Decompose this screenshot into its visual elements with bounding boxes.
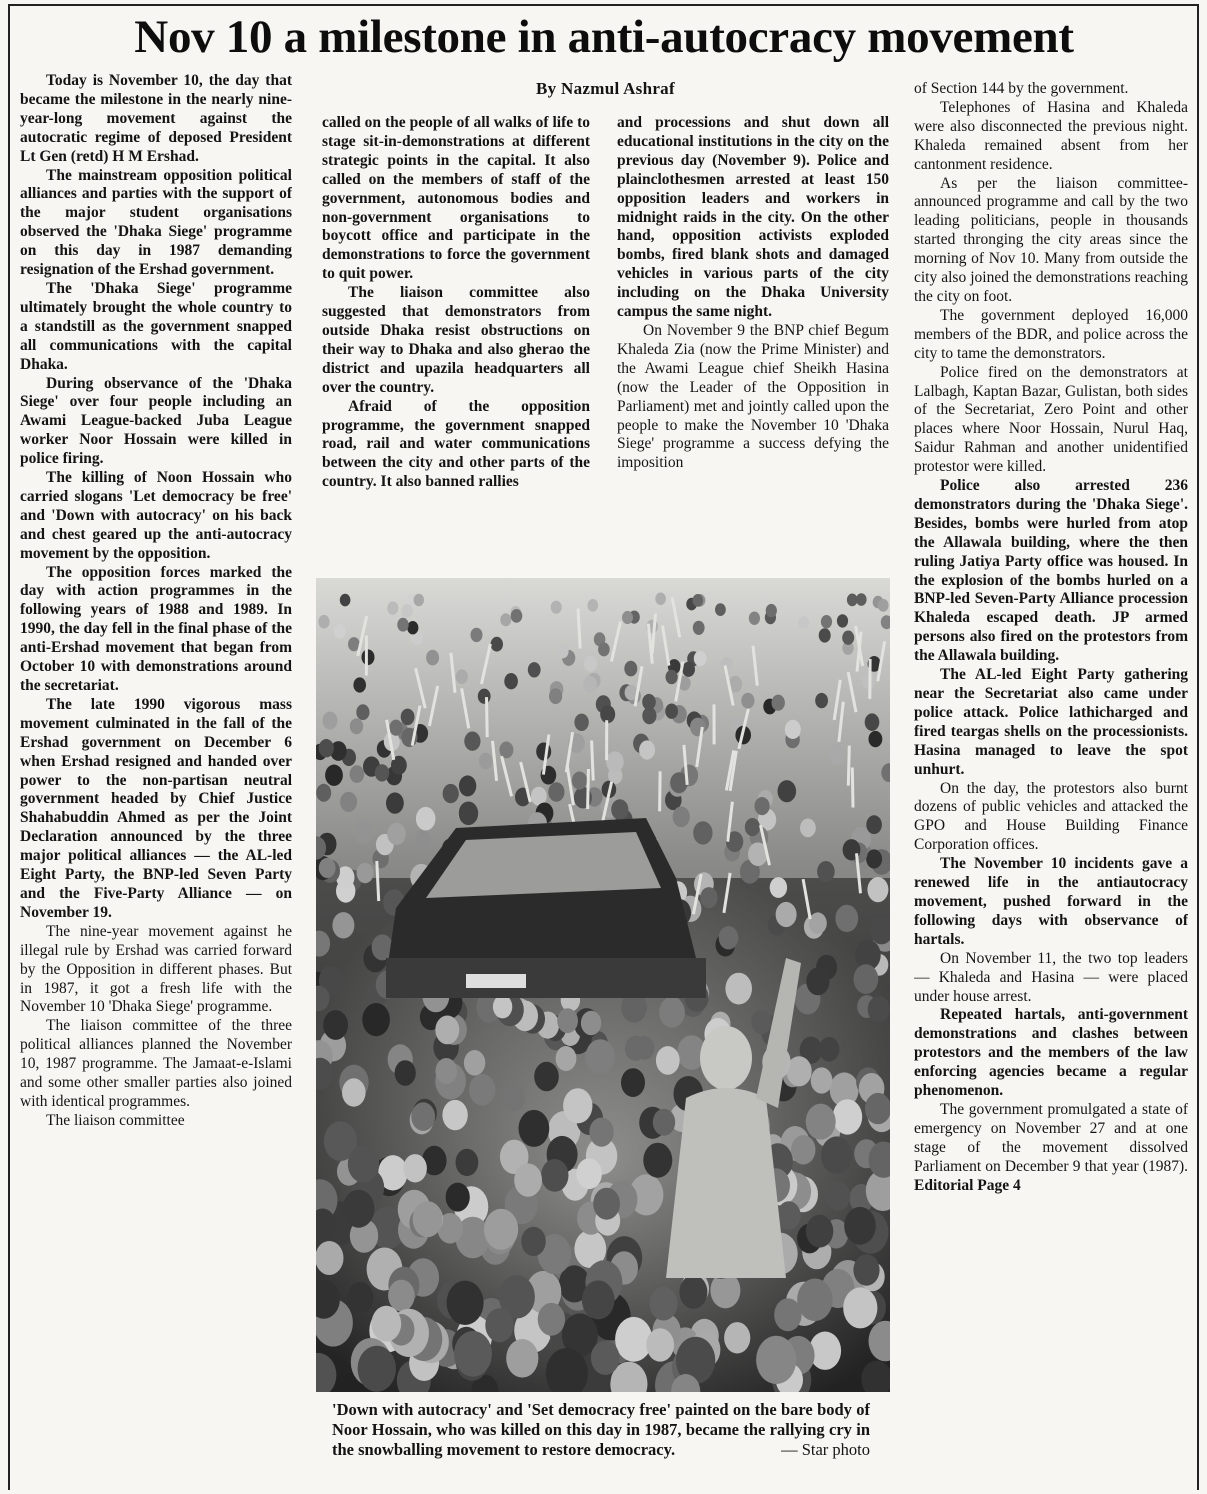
raised-arm <box>852 768 853 808</box>
crowd-figure <box>340 594 351 607</box>
crowd-figure <box>572 772 587 790</box>
crowd-figure <box>809 912 827 934</box>
crowd-figure <box>693 594 704 607</box>
crowd-figure <box>777 1201 801 1229</box>
article-column-3 <box>617 114 889 570</box>
crowd-figure <box>866 815 882 834</box>
crowd-figure <box>500 613 511 626</box>
crowd-figure <box>694 651 707 666</box>
crowd-figure <box>484 1209 518 1250</box>
crowd-figure <box>656 1046 680 1075</box>
paragraph: The AL-led Eight Party gathering near the Secretariat also came under police attack. Police lathicharged and fired teargas shells on the processionists. Hasina managed to leave the spot unhurt. <box>914 666 1188 778</box>
crowd-figure <box>690 718 706 737</box>
crowd-figure <box>586 1039 615 1074</box>
paragraph: The government deployed 16,000 members of the BDR, and police across the city to tame the demonstrators. <box>914 306 1188 362</box>
crowd-figure <box>456 1149 479 1176</box>
crowd-figure <box>682 662 695 677</box>
crowd-figure <box>843 1287 877 1328</box>
paragraph: The liaison committee <box>46 1111 185 1129</box>
paragraph <box>914 1101 1188 1196</box>
paragraph: Repeated hartals, anti-government demonstrations and clashes between protestors and the members of the law enforcing agencies became a regular phenomenon. <box>914 1006 1188 1100</box>
crowd-figure <box>318 615 329 629</box>
crowd-figure <box>464 1050 485 1076</box>
crowd-figure <box>847 594 858 607</box>
crowd-figure <box>514 1163 542 1196</box>
crowd-figure <box>755 797 770 815</box>
raised-arm <box>487 697 488 737</box>
crowd-figure <box>362 649 375 665</box>
crowd-figure <box>655 593 666 606</box>
paragraph: On November 11, the two top leaders — Khaleda and Hasina — were placed under house arrest. <box>914 949 1188 1005</box>
paragraph: Afraid of the opposition programme, the government snapped road, rail and water communications between the city and other parts of the country. It also banned rallies <box>322 397 590 491</box>
crowd-figure <box>774 1298 801 1331</box>
raised-arm <box>848 746 849 786</box>
crowd-figure <box>800 819 816 838</box>
crowd-figure <box>798 616 809 629</box>
crowd-figure <box>666 670 678 685</box>
crowd-figure <box>583 676 597 693</box>
crowd-figure <box>493 995 512 1018</box>
crowd-figure <box>659 997 685 1028</box>
crowd-figure <box>443 784 459 803</box>
crowd-figure <box>362 1003 390 1036</box>
crowd-figure <box>354 820 373 843</box>
left-rule <box>8 4 10 1490</box>
crowd-figure <box>821 615 832 628</box>
paragraph: of Section 144 by the government. <box>914 80 1129 97</box>
raised-arm <box>377 861 379 901</box>
paragraph: The opposition forces marked the day with action programmes in the following years of 1988 and 1989. In 1990, the day fell in the final phase of the anti-Ershad movement that began from October 10 with demonstrations around the secretariat. <box>20 563 292 694</box>
crowd-figure <box>511 609 523 623</box>
paragraph: The late 1990 vigorous mass movement culminated in the fall of the Ershad government on December 6 when Ershad resigned and handed over power to the non-partisan neutral government headed by Chief Justice Shahabuddin Ahmed as per the Joint Declaration announced by the three major political alliances — the AL-led Eight Party, the BNP-led Seven Party and the Five-Party Alliance — on November 19. <box>20 695 292 921</box>
crowd-figure <box>621 1068 645 1097</box>
crowd-photo-illustration <box>316 578 890 1392</box>
headline: Nov 10 a milestone in anti-autocracy movement <box>134 11 1074 63</box>
crowd-figure <box>867 877 888 902</box>
crowd-figure <box>806 968 829 996</box>
crowd-figure <box>653 1109 675 1136</box>
crowd-figure <box>386 792 404 813</box>
crowd-figure <box>319 858 336 878</box>
page-jump: Editorial Page 4 <box>914 1176 1021 1194</box>
crowd-figure <box>615 1317 652 1362</box>
caption-text: 'Down with autocracy' and 'Set democracy free' painted on the bare body of Noor Hossain, who was killed on this day in 1987, became the rallying cry in the snowballing movement to restore democracy. <box>332 1400 870 1459</box>
crowd-figure <box>446 1183 470 1212</box>
crowd-figure <box>389 720 402 736</box>
crowd-figure <box>766 604 777 617</box>
crowd-figure <box>693 821 712 844</box>
crowd-figure <box>471 628 483 642</box>
crowd-figure <box>447 1281 484 1325</box>
crowd-figure <box>521 1227 546 1256</box>
crowd-figure <box>593 1188 620 1220</box>
crowd-figure <box>348 1145 379 1183</box>
crowd-figure <box>319 739 334 757</box>
crowd-figure <box>598 642 610 656</box>
crowd-figure <box>503 1086 525 1112</box>
crowd-figure <box>665 704 678 719</box>
crowd-figure <box>833 1099 863 1134</box>
crowd-figure <box>642 694 656 710</box>
crowd-figure <box>340 792 357 812</box>
byline: By Nazmul Ashraf <box>536 79 675 98</box>
crowd-figure <box>506 1339 538 1378</box>
crowd-figure <box>868 996 890 1023</box>
crowd-figure <box>413 1201 443 1237</box>
crowd-figure <box>464 732 480 751</box>
crowd-figure <box>745 818 760 836</box>
crowd-figure <box>499 742 513 759</box>
crowd-figure <box>837 614 848 627</box>
crowd-figure <box>491 637 503 652</box>
crowd-figure <box>624 661 637 677</box>
crowd-figure <box>454 1331 492 1377</box>
paragraph: and processions and shut down all educational institutions in the city on the previous day (November 9). Police and plainclothesmen arrested at least 150 opposition leaders and workers in midnight raids in the city. On the other hand, opposition activists exploded bombs, fired blank shots and damaged vehicles in various parts of the city including on the Dhaka University campus the same night. <box>617 114 889 321</box>
paragraph: The nine-year movement against he illegal rule by Ershad was carried forward by the Opposition in different phases. But in 1987, it got a fresh life with the November 10 'Dhaka Siege' programme. <box>20 922 292 1016</box>
photo-credit: — Star photo <box>781 1440 870 1459</box>
crowd-figure <box>436 1058 458 1084</box>
crowd-figure <box>538 1303 565 1336</box>
crowd-figure <box>817 861 835 882</box>
crowd-figure <box>791 1135 815 1164</box>
crowd-figure <box>854 964 879 994</box>
paragraph: Police fired on the demonstrators at Lalbagh, Kaptan Bazar, Gulistan, both sides of the Secretariat, Zero Point and other places where Noor Hossain, Nurul Haq, Saidur Rahman and another unidentified protestor were killed. <box>914 363 1188 476</box>
paragraph: called on the people of all walks of life to stage sit-in-demonstrations at different strategic points in the capital. It also called on the members of staff of the government, autonomous bodies and non-government organisations to boycott office and participate in the demonstrations to force the government to quit power. <box>322 114 590 283</box>
crowd-figure <box>806 1215 833 1248</box>
crowd-figure <box>357 863 374 883</box>
crowd-figure <box>541 1159 568 1192</box>
raised-arm <box>588 769 589 809</box>
paragraph: The November 10 incidents gave a renewed life in the antiautocracy movement, pushed forward in the following days with observance of hartals. <box>914 855 1188 948</box>
crowd-figure <box>869 731 883 747</box>
crowd-figure <box>778 780 797 802</box>
paragraph: Telephones of Hasina and Khaleda were also disconnected the previous night. Khaleda remained absent from her cantonment residence. <box>914 98 1188 173</box>
crowd-figure <box>563 1088 592 1123</box>
paragraph: As per the liaison committee-announced programme and call by the two leading politicians, people in thousands started thronging the city areas since the morning of Nov 10. Many from outside the city also joined the demonstrations reaching the city on foot. <box>914 174 1188 305</box>
crowd-figure <box>821 1136 852 1173</box>
crowd-figure <box>584 656 597 672</box>
paragraph-text: The government promulgated a state of emergency on November 27 and at one stage of the movement dissolved Parliament on December 9 that year (1987). <box>914 1100 1188 1175</box>
crowd-figure <box>411 1102 435 1131</box>
crowd-figure <box>528 662 541 677</box>
crowd-figure <box>395 1060 416 1086</box>
crowd-figure <box>853 1254 879 1285</box>
crowd-figure <box>751 1010 771 1034</box>
crowd-figure <box>865 1093 890 1124</box>
crowd-figure <box>350 718 363 734</box>
crowd-figure <box>649 1287 677 1321</box>
crowd-figure <box>715 603 726 616</box>
crowd-figure <box>403 1154 427 1182</box>
crowd-figure <box>334 624 346 639</box>
article-column-4 <box>914 80 1188 1488</box>
paragraph: On November 9 the BNP chief Begum Khaleda Zia (now the Prime Minister) and the Awami League chief Sheikh Hasina (now the Leader of the Opposition in Parliament) met and jointly called upon the people to make the November 10 'Dhaka Siege' programme a success defying the imposition <box>617 321 889 472</box>
crowd-figure <box>557 644 569 658</box>
crowd-figure <box>866 849 882 868</box>
crowd-figure <box>534 1062 559 1091</box>
crowd-figure <box>679 1275 707 1309</box>
crowd-figure <box>842 631 854 645</box>
crowd-figure <box>353 677 366 692</box>
paragraph: Today is November 10, the day that became the milestone in the nearly nine-year-long movement against the autocratic regime of deposed President Lt Gen (retd) H M Ershad. <box>20 72 292 165</box>
crowd-figure <box>815 693 828 708</box>
crowd-figure <box>639 740 655 759</box>
crowd-figure <box>756 1336 796 1384</box>
crowd-figure <box>635 1036 655 1060</box>
article-column-2 <box>322 114 590 570</box>
crowd-figure <box>606 751 624 772</box>
crowd-figure <box>643 1143 672 1178</box>
crowd-figure <box>741 693 754 709</box>
crowd-figure <box>401 709 415 726</box>
crowd-figure <box>332 912 354 938</box>
crowd-figure <box>673 807 690 828</box>
crowd-figure <box>588 599 599 612</box>
crowd-figure <box>646 1328 674 1361</box>
crowd-figure <box>456 669 468 684</box>
crowd-figure <box>316 1241 344 1275</box>
crowd-figure <box>549 688 562 704</box>
crowd-figure <box>724 1322 750 1353</box>
crowd-figure <box>770 877 787 898</box>
crowd-figure <box>829 744 846 764</box>
crowd-figure <box>479 753 493 770</box>
crowd-figure <box>611 799 628 820</box>
crowd-figure <box>856 593 867 606</box>
paragraph: Police also arrested 236 demonstrators during the 'Dhaka Siege'. Besides, bombs were hurled from atop the Allawala building, where the then ruling Jatiya Party office was housed. In the explosion of the bombs hurled on a BNP-led Seven-Party Alliance procession Khaleda escaped death. JP armed persons also fired on the protestors from the Allawala building. <box>914 477 1188 665</box>
crowd-figure <box>375 764 389 781</box>
crowd-figure <box>469 1074 495 1106</box>
paragraph: The liaison committee also suggested that demonstrators from outside Dhaka resist obstructions on their way to Dhaka and also gherao the district and upazila headquarters all over the country. <box>322 284 590 396</box>
crowd-figure <box>519 1110 550 1147</box>
crowd-figure <box>442 1100 467 1130</box>
crowd-figure <box>797 1279 833 1322</box>
crowd-figure <box>591 1341 620 1375</box>
crowd-figure <box>865 713 880 731</box>
crowd-figure <box>785 720 801 739</box>
crowd-figure <box>356 704 369 720</box>
crowd-figure <box>622 611 633 624</box>
crowd-figure <box>435 1016 459 1045</box>
crowd-figure <box>582 1280 615 1319</box>
crowd-figure <box>693 621 705 635</box>
crowd-figure <box>581 1011 601 1035</box>
photo-caption <box>332 1400 870 1490</box>
crowd-figure <box>574 714 588 731</box>
crowd-figure <box>350 765 365 783</box>
crowd-figure <box>589 1118 613 1147</box>
crowd-figure <box>397 618 408 632</box>
right-rule <box>1197 4 1199 1490</box>
paragraph: The 'Dhaka Siege' programme ultimately brought the whole country to a standstill as the government snapped all communications with the capital Dhaka. <box>20 279 292 373</box>
crowd-figure <box>556 1046 577 1071</box>
news-photo <box>316 578 890 1392</box>
crowd-figure <box>835 905 858 932</box>
crowd-figure <box>387 601 398 614</box>
crowd-figure <box>323 1010 348 1040</box>
crowd-figure <box>551 601 562 614</box>
crowd-figure <box>772 695 785 711</box>
crowd-figure <box>878 599 889 612</box>
crowd-figure <box>478 689 491 704</box>
crowd-figure <box>407 621 418 634</box>
paragraph: During observance of the 'Dhaka Siege' over four people including an Awami League-backed Juba League worker Noor Hossain were killed in police firing. <box>20 374 292 468</box>
crowd-figure <box>806 1104 836 1140</box>
crowd-figure <box>316 784 331 802</box>
crowd-figure <box>548 782 564 801</box>
article-column-1 <box>20 72 292 1488</box>
crowd-figure <box>358 1346 396 1392</box>
paragraph: The killing of Noon Hossain who carried slogans 'Let democracy be free' and 'Down with autocracy' on his back and chest geared up the anti-autocracy movement by the opposition. <box>20 469 292 562</box>
paragraph: On the day, the protestors also burnt dozens of public vehicles and attacked the GPO and House Building Finance Corporation offices. <box>914 779 1188 854</box>
crowd-figure <box>776 902 797 927</box>
crowd-figure <box>325 765 343 786</box>
crowd-figure <box>347 1282 373 1313</box>
crowd-figure <box>700 887 717 908</box>
crowd-figure <box>557 1008 578 1033</box>
crowd-figure <box>388 1280 415 1312</box>
raised-arm <box>592 741 594 781</box>
crowd-figure <box>459 775 476 796</box>
crowd-figure <box>426 650 439 666</box>
crowd-figure <box>844 1207 876 1245</box>
crowd-figure <box>371 1306 401 1342</box>
crowd-figure <box>416 807 436 831</box>
crowd-figure <box>504 673 518 689</box>
crowd-figure <box>819 628 831 642</box>
crowd-figure <box>387 823 406 845</box>
paragraph: The liaison committee of the three political alliances planned the November 10, 1987 programme. The Jamaat-e-Islami and some other smaller parties also joined with identical programmes. <box>20 1017 292 1110</box>
crowd-figure <box>342 1078 366 1106</box>
crowd-figure <box>826 1181 851 1211</box>
crowd-figure <box>811 1067 833 1093</box>
crowd-figure <box>343 1190 375 1228</box>
crowd-figure <box>414 594 424 607</box>
crowd-figure <box>749 612 760 625</box>
raised-arm <box>660 771 661 811</box>
crowd-figure <box>402 604 413 617</box>
crowd-figure <box>719 926 739 949</box>
crowd-figure <box>576 1158 602 1189</box>
paragraph: The mainstream opposition political alliances and parties with the support of the major student organisations observed the 'Dhaka Siege' programme on this day in 1987 demanding resignation of the Ershad government. <box>20 166 292 279</box>
crowd-figure <box>415 830 431 849</box>
crowd-figure <box>725 973 752 1005</box>
crowd-figure <box>485 1308 513 1342</box>
crowd-figure <box>459 802 479 826</box>
crowd-figure <box>323 712 338 730</box>
